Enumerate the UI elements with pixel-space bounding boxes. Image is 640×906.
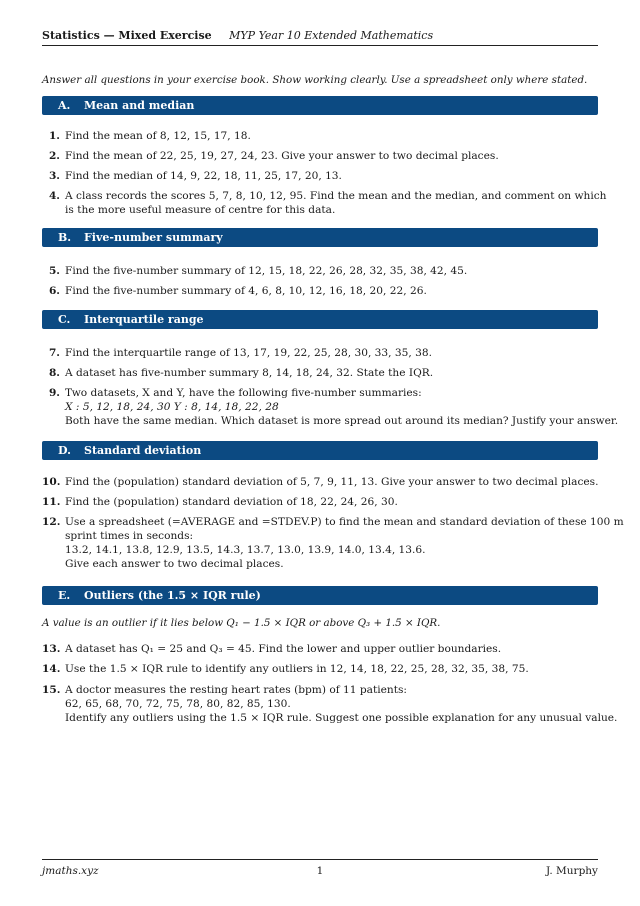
section-d-heading: D. Standard deviation (42, 441, 598, 460)
footer-author: J. Murphy (545, 865, 598, 877)
footer-site: jmaths.xyz (42, 865, 99, 877)
page-number: 1 (316, 865, 324, 877)
section-e-heading: E. Outliers (the 1.5 × IQR rule) (42, 586, 598, 605)
section-a-heading: A. Mean and median (42, 96, 598, 115)
section-b-heading: B. Five-number summary (42, 228, 598, 247)
outlier-rule-note: A value is an outlier if it lies below Q₁ − 1.5 × IQR or above Q₃ + 1.5 × IQR. (42, 617, 441, 629)
course-name: MYP Year 10 Extended Mathematics (229, 29, 434, 42)
page-footer (42, 859, 598, 877)
section-c-heading: C. Interquartile range (42, 310, 598, 329)
worksheet-title: Statistics — Mixed Exercise (42, 29, 212, 42)
instructions: Answer all questions in your exercise book. Show working clearly. Use a spreadsheet only where stated. (42, 74, 588, 86)
worksheet-page: Statistics — Mixed Exercise MYP Year 10 Extended Mathematics Answer all questions in your exercise book. Show working clearly. Use a spreadsheet only where stated. A. Mean and median 1. Find the mean of 8, 12, 15, 17, 18. 2. Find the mean of 22, 25, 19, 27, 24, 23. Give your answer to two decimal places. 3. Find the median of 14, 9, 22, 18, 11, 25, 17, 20, 13. 4. A class records the scores 5, 7, 8, 10, 12, 95. Find the mean and the median, and comment on which is the more useful measure of centre for this data. B. Five-number summary 5. Find the five-number summary of 12, 15, 18, 22, 26, 28, 32, 35, 38, 42, 45. 6. Find the five-number summary of 4, 6, 8, 10, 12, 16, 18, 20, 22, 26. C. Interquartile range 7. Find the interquartile range of 13, 17, 19, 22, 25, 28, 30, 33, 35, 38. 8. A dataset has five-number summary 8, 14, 18, 24, 32. State the IQR. 9. Two datasets, X and Y, have the following five-number summaries: X : 5, 12, 18, 24, 30 Y : 8, 14, 18, 22, 28 Both have the same median. Which dataset is more spread out around its median? Justify your answer. D. Standard deviation 10. Find the (population) standard deviation of 5, 7, 9, 11, 13. Give your answer to two decimal places. 11. Find the (population) standard deviation of 18, 22, 24, 26, 30. 12. Use a spreadsheet (=AVERAGE and =STDEV.P) to find the mean and standard deviation of these 100 m sprint times in seconds: 13.2, 14.1, 13.8, 12.9, 13.5, 14.3, 13.7, 13.0, 13.9, 14.0, 13.4, 13.6. Give each answer to two decimal places. E. Outliers (the 1.5 × IQR rule) A value is an outlier if it lies below Q₁ − 1.5 × IQR or above Q₃ + 1.5 × IQR. 13. A dataset has Q₁ = 25 and Q₃ = 45. Find the lower and upper outlier boundaries. 14. Use the 1.5 × IQR rule to identify any outliers in 12, 14, 18, 22, 25, 28, 32, 35, 38, 75. 15. A doctor measures the resting heart rates (bpm) of 11 patients: 62, 65, 68, 70, 72, 75, 78, 80, 82, 85, 130. Identify any outliers using the 1.5 × IQR rule. Suggest one possible explanation for any unusual value. jmaths.xyz 1 J. Murphy (42, 29, 624, 877)
page-header (42, 29, 598, 46)
